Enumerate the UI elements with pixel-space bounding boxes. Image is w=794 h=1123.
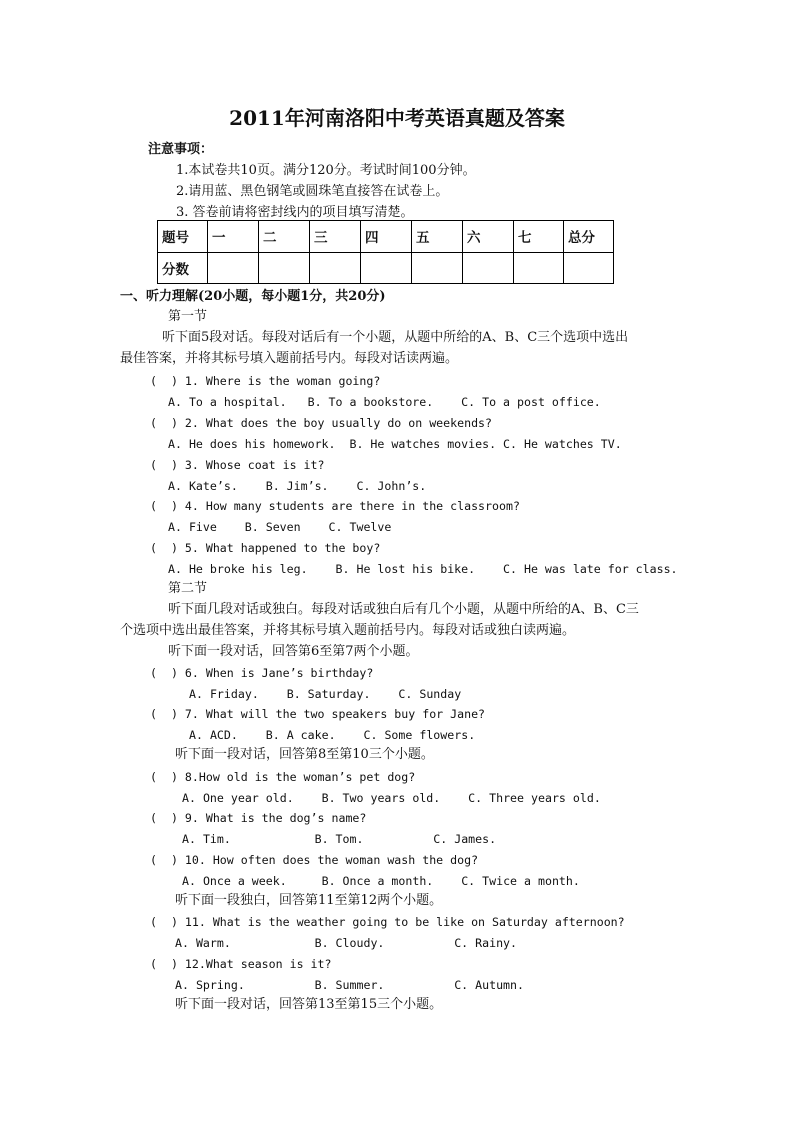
question: ( ) 10. How often does the woman wash the dog?	[150, 853, 479, 867]
answer-options: A. Friday. B. Saturday. C. Sunday	[189, 687, 462, 701]
score-table-header-row	[158, 221, 614, 253]
instruction-text: 听下面一段对话，回答第13至第15三个小题。	[175, 997, 443, 1012]
question: ( ) 7. What will the two speakers buy for Jane?	[150, 707, 486, 721]
table-cell: 五	[412, 221, 463, 253]
answer-options: A. He does his homework. B. He watches movies. C. He watches TV.	[168, 437, 622, 451]
question: ( ) 11. What is the weather going to be like on Saturday afternoon?	[150, 915, 625, 929]
instruction-text: 听下面5段对话。每段对话后有一个小题，从题中所给的A、B、C三个选项中选出	[162, 330, 629, 345]
question: ( ) 5. What happened to the boy?	[150, 541, 381, 555]
table-cell: 分数	[158, 252, 208, 284]
table-cell: 总分	[564, 221, 614, 253]
score-entry-cell[interactable]	[514, 252, 564, 284]
instruction-text: 个选项中选出最佳答案，并将其标号填入题前括号内。每段对话或独白读两遍。	[120, 623, 576, 638]
question: ( ) 9. What is the dog’s name?	[150, 811, 367, 825]
instruction-text: 听下面一段对话，回答第8至第10三个小题。	[175, 747, 434, 762]
table-cell: 二	[259, 221, 310, 253]
question: ( ) 4. How many students are there in the classroom?	[150, 499, 520, 513]
question: ( ) 12.What season is it?	[150, 957, 332, 971]
table-cell: 题号	[158, 221, 208, 253]
score-table	[157, 220, 614, 284]
notice-item: 2.请用蓝、黑色钢笔或圆珠笔直接答在试卷上。	[176, 184, 449, 199]
question: ( ) 2. What does the boy usually do on weekends?	[150, 416, 493, 430]
question: ( ) 1. Where is the woman going?	[150, 374, 381, 388]
answer-options: A. Tim. B. Tom. C. James.	[182, 832, 497, 846]
notice-item: 3. 答卷前请将密封线内的项目填写清楚。	[176, 205, 414, 220]
part-label: 第一节	[168, 309, 208, 324]
score-entry-cell[interactable]	[361, 252, 412, 284]
answer-options: A. Five B. Seven C. Twelve	[168, 520, 392, 534]
score-entry-cell[interactable]	[208, 252, 259, 284]
table-cell: 三	[310, 221, 361, 253]
page-title: 2011年河南洛阳中考英语真题及答案	[229, 106, 565, 130]
answer-options: A. One year old. B. Two years old. C. Three years old.	[182, 791, 601, 805]
answer-options: A. Spring. B. Summer. C. Autumn.	[175, 978, 525, 992]
answer-options: A. To a hospital. B. To a bookstore. C. To a post office.	[168, 395, 601, 409]
score-entry-cell[interactable]	[310, 252, 361, 284]
answer-options: A. Once a week. B. Once a month. C. Twice a month.	[182, 874, 580, 888]
score-entry-cell[interactable]	[412, 252, 463, 284]
score-entry-cell[interactable]	[463, 252, 514, 284]
table-cell: 七	[514, 221, 564, 253]
part-label: 第二节	[168, 581, 208, 596]
question: ( ) 8.How old is the woman’s pet dog?	[150, 770, 416, 784]
score-entry-cell[interactable]	[564, 252, 614, 284]
answer-options: A. He broke his leg. B. He lost his bike. C. He was late for class.	[168, 562, 678, 576]
answer-options: A. Warm. B. Cloudy. C. Rainy.	[175, 936, 518, 950]
notice-heading: 注意事项：	[148, 142, 214, 157]
section-heading: 一、听力理解(20小题，每小题1分，共20分)	[120, 289, 386, 304]
instruction-text: 最佳答案，并将其标号填入题前括号内。每段对话读两遍。	[120, 351, 459, 366]
table-cell: 一	[208, 221, 259, 253]
table-cell: 六	[463, 221, 514, 253]
question: ( ) 6. When is Jane’s birthday?	[150, 666, 374, 680]
score-table-score-row	[158, 252, 614, 284]
score-entry-cell[interactable]	[259, 252, 310, 284]
table-cell: 四	[361, 221, 412, 253]
answer-options: A. ACD. B. A cake. C. Some flowers.	[189, 728, 476, 742]
answer-options: A. Kate’s. B. Jim’s. C. John’s.	[168, 479, 427, 493]
notice-item: 1.本试卷共10页。满分120分。考试时间100分钟。	[176, 163, 476, 178]
instruction-text: 听下面几段对话或独白。每段对话或独白后有几个小题，从题中所给的A、B、C三	[168, 602, 639, 617]
instruction-text: 听下面一段独白，回答第11至第12两个小题。	[175, 893, 443, 908]
question: ( ) 3. Whose coat is it?	[150, 458, 325, 472]
instruction-text: 听下面一段对话，回答第6至第7两个小题。	[168, 644, 419, 659]
